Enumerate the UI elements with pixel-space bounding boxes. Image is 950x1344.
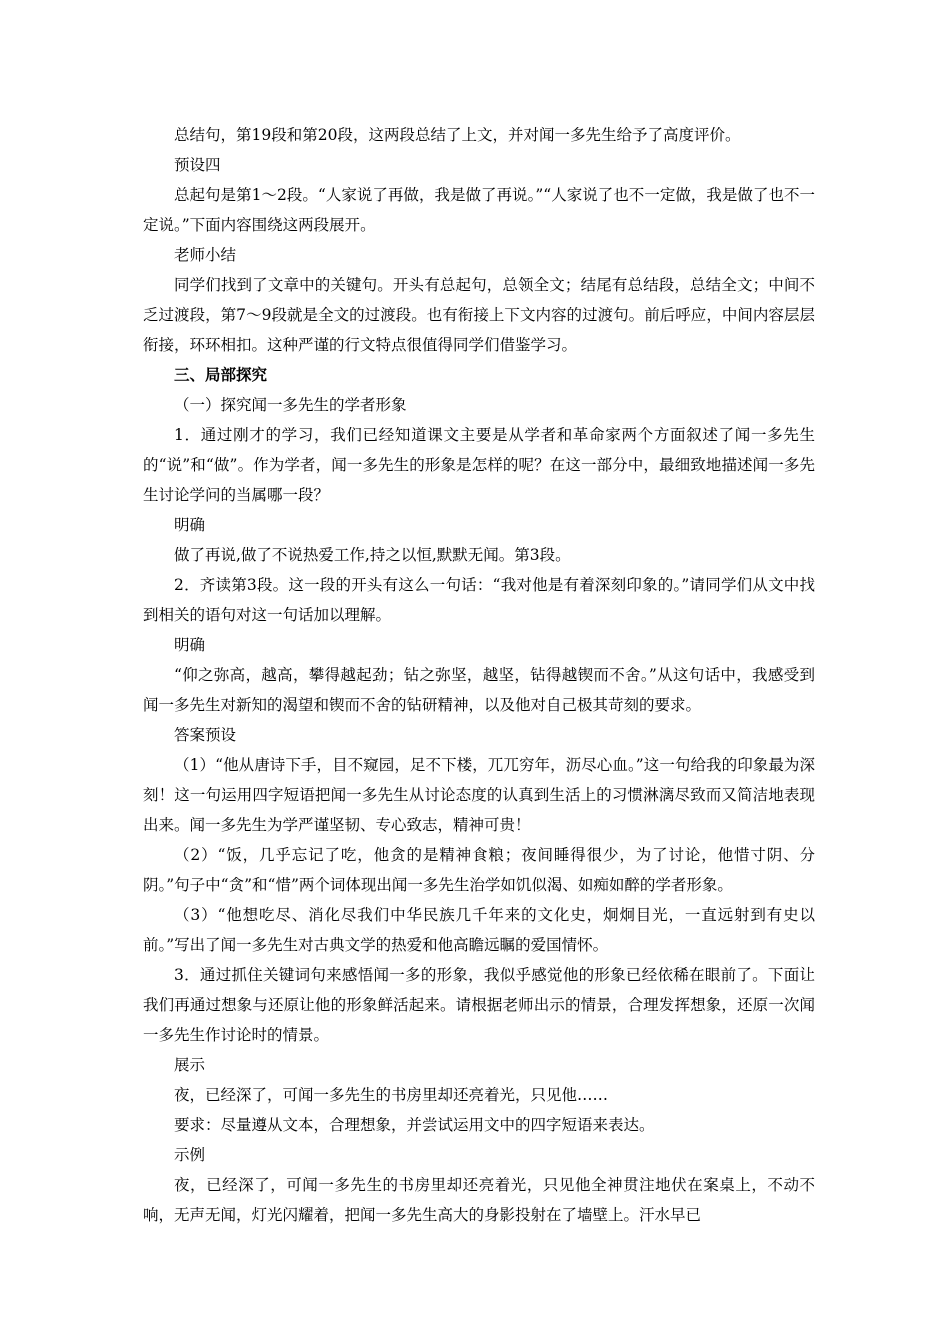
- answer-preset-1: （1）“他从唐诗下手，目不窥园，足不下楼，兀兀穷年，沥尽心血。”这一句给我的印象最为深刻！这一句运用四字短语把闻一多先生从讨论态度的认真到生活上的习惯淋漓尽致而又简洁地表现出来。闻一多先生为学严谨坚韧、专心致志，精神可贵！: [143, 756, 815, 834]
- answer-preset-3: （3）“他想吃尽、消化尽我们中华民族几千年来的文化史，炯炯目光，一直远射到有史以前。”写出了闻一多先生对古典文学的热爱和他高瞻远瞩的爱国情怀。: [143, 906, 815, 954]
- display-scene: 夜，已经深了，可闻一多先生的书房里却还亮着光，只见他……: [174, 1086, 609, 1104]
- label-preset-four: 预设四: [174, 156, 221, 174]
- label-clarify-1: 明确: [174, 516, 206, 534]
- question-2: 2．齐读第3段。这一段的开头有这么一句话：“我对他是有着深刻印象的。”请同学们从文中找到相关的语句对这一句话加以理解。: [143, 576, 815, 624]
- answer-2: “仰之弥高，越高，攀得越起劲；钻之弥坚，越坚，钻得越锲而不舍。”从这句话中，我感受到闻一多先生对新知的渴望和锲而不舍的钻研精神，以及他对自己极其苛刻的要求。: [143, 666, 815, 714]
- answer-1: 做了再说,做了不说热爱工作,持之以恒,默默无闻。第3段。: [174, 546, 571, 564]
- label-teacher-summary: 老师小结: [174, 246, 237, 264]
- example-text: 夜，已经深了，可闻一多先生的书房里却还亮着光，只见他全神贯注地伏在案桌上，不动不响，无声无闻，灯光闪耀着，把闻一多先生高大的身影投射在了墙壁上。汗水早已: [143, 1176, 815, 1224]
- document-page: [143, 120, 815, 1230]
- label-clarify-2: 明确: [174, 636, 206, 654]
- requirement: 要求：尽量遵从文本，合理想象，并尝试运用文中的四字短语来表达。: [174, 1116, 655, 1134]
- question-1: 1．通过刚才的学习，我们已经知道课文主要是从学者和革命家两个方面叙述了闻一多先生的“说”和“做”。作为学者，闻一多先生的形象是怎样的呢？在这一部分中，最细致地描述闻一多先生讨论学问的当属哪一段？: [143, 426, 815, 504]
- label-display: 展示: [174, 1056, 206, 1074]
- paragraph-summary-sentence: 总结句，第19段和第20段，这两段总结了上文，并对闻一多先生给予了高度评价。: [174, 126, 741, 144]
- paragraph-teacher-summary: 同学们找到了文章中的关键句。开头有总起句，总领全文；结尾有总结段，总结全文；中间不乏过渡段，第7～9段就是全文的过渡段。也有衔接上下文内容的过渡句。前后呼应，中间内容层层衔接，环环相扣。这种严谨的行文特点很值得同学们借鉴学习。: [143, 276, 815, 354]
- answer-preset-2: （2）“饭，几乎忘记了吃，他贪的是精神食粮；夜间睡得很少，为了讨论，他惜寸阴、分阴。”句子中“贪”和“惜”两个词体现出闻一多先生治学如饥似渴、如痴如醉的学者形象。: [143, 846, 815, 894]
- subheading-scholar-image: （一）探究闻一多先生的学者形象: [174, 396, 407, 414]
- paragraph-opening-sentence: 总起句是第1～2段。“人家说了再做，我是做了再说。”“人家说了也不一定做，我是做了也不一定说。”下面内容围绕这两段展开。: [143, 186, 815, 234]
- label-answer-preset: 答案预设: [174, 726, 237, 744]
- section-heading-local-inquiry: 三、局部探究: [174, 365, 268, 384]
- label-example: 示例: [174, 1146, 206, 1164]
- question-3: 3．通过抓住关键词句来感悟闻一多的形象，我似乎感觉他的形象已经依稀在眼前了。下面让我们再通过想象与还原让他的形象鲜活起来。请根据老师出示的情景，合理发挥想象，还原一次闻一多先生作讨论时的情景。: [143, 966, 815, 1044]
